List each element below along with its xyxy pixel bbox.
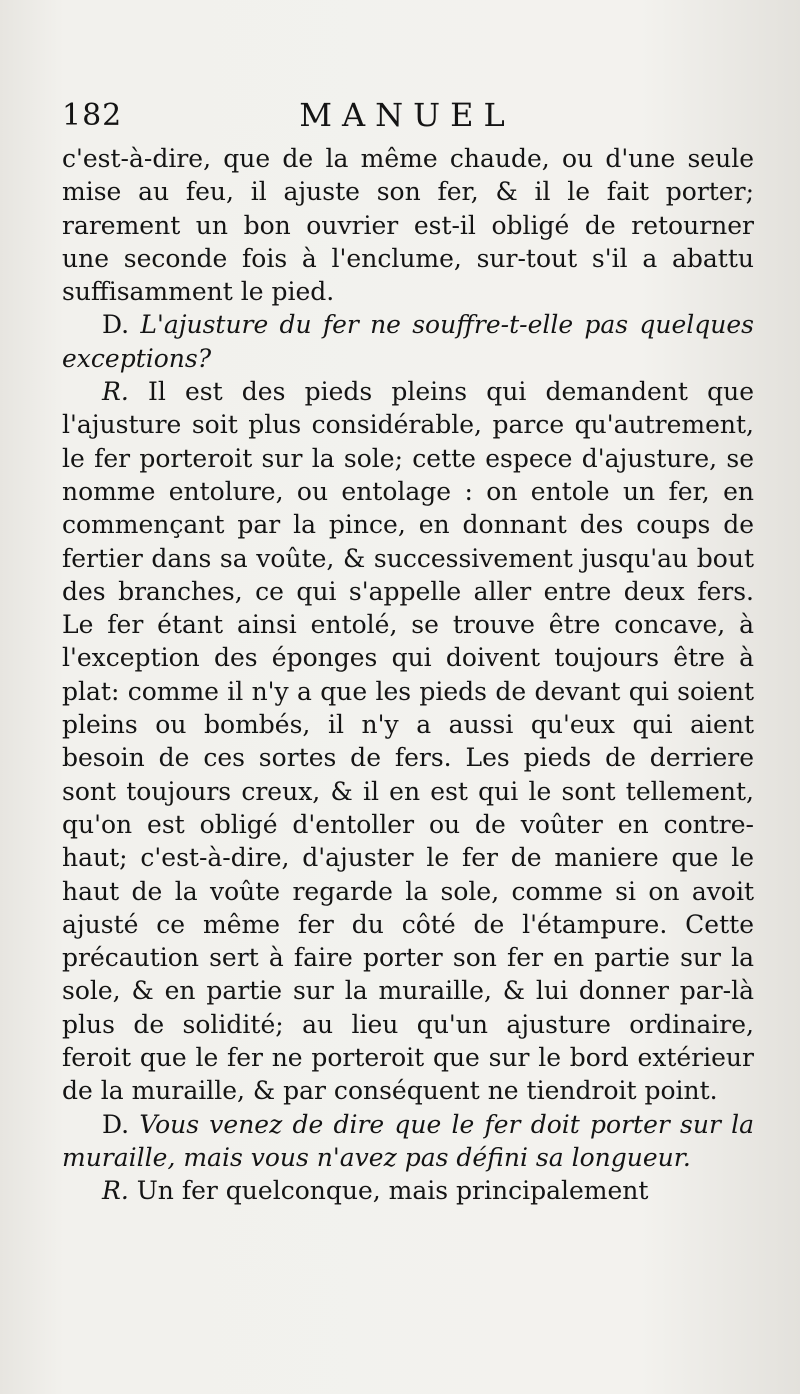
speaker-label: D. bbox=[102, 1109, 130, 1139]
body-text bbox=[62, 142, 754, 1208]
question-text: L'ajusture du fer ne souffre-t-elle pas quelques exceptions? bbox=[62, 310, 754, 373]
paragraph-continuation bbox=[62, 142, 754, 308]
question-text: Vous venez de dire que le fer doit porter sur la muraille, mais vous n'avez pas défini sa longueur. bbox=[62, 1109, 755, 1172]
question-paragraph bbox=[62, 308, 754, 375]
page-number: 182 bbox=[62, 98, 123, 133]
running-title: MANUEL bbox=[299, 96, 515, 134]
answer-text: Un fer quelconque, mais principalement bbox=[136, 1176, 649, 1206]
answer-paragraph bbox=[62, 1174, 754, 1207]
question-paragraph bbox=[62, 1108, 754, 1175]
speaker-label: R. bbox=[102, 1176, 129, 1206]
answer-paragraph bbox=[62, 375, 754, 1108]
speaker-label: R. bbox=[102, 377, 129, 407]
paragraph-text: c'est-à-dire, que de la même chaude, ou d'une seule mise au feu, il ajuste son fer, & il le fait porter; rarement un bon ouvrier est-il obligé de retourner une seconde fois à l'enclume, sur-tout s'il a abattu suffisamment le pied. bbox=[62, 144, 754, 307]
answer-text: Il est des pieds pleins qui demandent que l'ajusture soit plus considérable, parce qu'autrement, le fer porteroit sur la sole; cette espece d'ajusture, se nomme entolure, ou entolage : on entole un fer, en commençant par la pince, en donnant des coups de fertier dans sa voûte, & successivement jusqu'au bout des branches, ce qui s'appelle aller entre deux fers. Le fer étant ainsi entolé, se trouve être concave, à l'exception des éponges qui doivent toujours être à plat: comme il n'y a que les pieds de devant qui soient pleins ou bombés, il n'y a aussi qu'eux qui aient besoin de ces sortes de fers. Les pieds de derriere sont toujours creux, & il en est qui le sont tellement, qu'on est obligé d'entoller ou de voûter en contre-haut; c'est-à-dire, d'ajuster le fer de maniere que le haut de la voûte regarde la sole, comme si on avoit ajusté ce même fer du côté de l'étampure. Cette précaution sert à faire porter son fer en partie sur la sole, & en partie sur la muraille, & lui donner par-là plus de solidité; au lieu qu'un ajusture ordinaire, feroit que le fer ne porteroit que sur le bord extérieur de la muraille, & par conséquent ne tiendroit point. bbox=[62, 377, 754, 1106]
page-header bbox=[62, 96, 752, 140]
speaker-label: D. bbox=[102, 310, 130, 340]
